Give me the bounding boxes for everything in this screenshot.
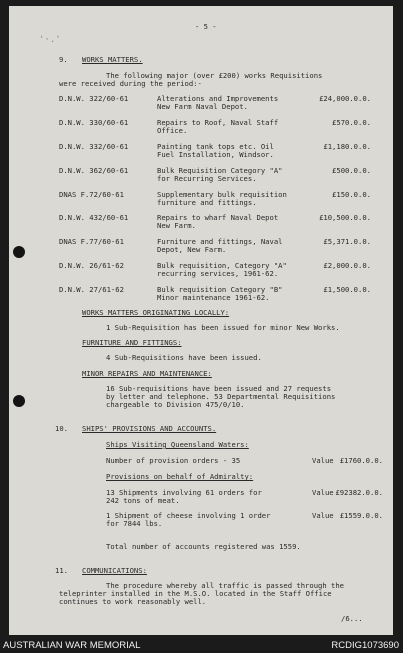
requisition-desc: furniture and fittings. bbox=[157, 198, 257, 207]
shipments-line2: 242 tons of meat. bbox=[106, 496, 180, 505]
requisition-desc: Furniture and fittings, Naval bbox=[157, 237, 283, 246]
handwritten-mark: '·.' bbox=[39, 35, 61, 45]
requisition-amount: £5,371.0.0. bbox=[323, 237, 371, 246]
value-label: Value bbox=[312, 511, 334, 520]
furniture-heading: FURNITURE AND FITTINGS: bbox=[82, 338, 182, 347]
requisition-ref: D.N.W. 27/61-62 bbox=[59, 285, 124, 294]
shipments-line1: 13 Shipments involving 61 orders for bbox=[106, 488, 262, 497]
requisition-desc: Alterations and Improvements bbox=[157, 94, 279, 103]
minor-repairs-line1: 16 Sub-requisitions have been issued and 27 requests bbox=[106, 384, 332, 393]
requisition-amount: £10,500.0.0. bbox=[319, 213, 371, 222]
admiralty-heading: Provisions on behalf of Admiralty: bbox=[106, 472, 254, 481]
archive-id: RCDIG1073690 bbox=[331, 640, 399, 651]
value-label: Value bbox=[312, 488, 334, 497]
cheese-value: £1559.0.0. bbox=[339, 511, 383, 520]
section-10-heading: SHIPS' PROVISIONS AND ACCOUNTS. bbox=[82, 424, 217, 433]
requisition-desc: Painting tank tops etc. Oil bbox=[157, 142, 274, 151]
section-9-intro-line2: were received during the period:- bbox=[59, 79, 202, 88]
requisition-amount: £24,000.0.0. bbox=[319, 94, 371, 103]
requisition-amount: £500.0.0. bbox=[332, 166, 371, 175]
requisition-desc: for Recurring Services. bbox=[157, 174, 257, 183]
requisition-desc: Repairs to Roof, Naval Staff bbox=[157, 118, 279, 127]
requisition-ref: D.N.W. 432/60-61 bbox=[59, 213, 129, 222]
requisition-desc: New Farm. bbox=[157, 221, 196, 230]
communications-line3: continues to work reasonably well. bbox=[59, 597, 207, 606]
minor-repairs-heading: MINOR REPAIRS AND MAINTENANCE: bbox=[82, 369, 212, 378]
furniture-text: 4 Sub-Requisitions have been issued. bbox=[106, 353, 262, 362]
cheese-line1: 1 Shipment of cheese involving 1 order bbox=[106, 511, 271, 520]
communications-line2: teleprinter installed in the M.S.O. located in the Staff Office bbox=[59, 589, 332, 598]
shipments-value: £92382.0.0. bbox=[335, 488, 383, 497]
continuation-marker: /6... bbox=[341, 614, 363, 623]
requisition-desc: Bulk Requisition Category "A" bbox=[157, 166, 283, 175]
ships-visiting-heading: Ships Visiting Queensland Waters: bbox=[106, 440, 249, 449]
archive-name: AUSTRALIAN WAR MEMORIAL bbox=[3, 640, 141, 651]
minor-repairs-line2: by letter and telephone. 53 Departmental Requisitions bbox=[106, 392, 336, 401]
requisition-amount: £1,500.0.0. bbox=[323, 285, 371, 294]
section-11-heading: COMMUNICATIONS: bbox=[82, 566, 147, 575]
communications-line1: The procedure whereby all traffic is passed through the bbox=[106, 581, 344, 590]
section-9-heading: WORKS MATTERS. bbox=[82, 55, 143, 64]
document-page bbox=[9, 6, 393, 635]
requisition-ref: D.N.W. 362/60-61 bbox=[59, 166, 129, 175]
cheese-line2: for 7844 lbs. bbox=[106, 519, 163, 528]
requisition-amount: £1,180.0.0. bbox=[323, 142, 371, 151]
requisition-desc: Repairs to wharf Naval Depot bbox=[157, 213, 279, 222]
requisition-amount: £150.0.0. bbox=[332, 190, 371, 199]
minor-repairs-line3: chargeable to Division 475/0/10. bbox=[106, 400, 245, 409]
requisition-ref: D.N.W. 332/60-61 bbox=[59, 142, 129, 151]
section-9-number: 9. bbox=[59, 55, 68, 64]
binder-hole bbox=[13, 395, 25, 407]
requisition-desc: Fuel Installation, Windsor. bbox=[157, 150, 274, 159]
requisition-desc: Bulk requisition Category "B" bbox=[157, 285, 283, 294]
requisition-ref: D.N.W. 330/60-61 bbox=[59, 118, 129, 127]
requisition-desc: Depot, New Farm. bbox=[157, 245, 227, 254]
requisition-desc: Bulk requisition, Category "A" bbox=[157, 261, 287, 270]
section-11-number: 11. bbox=[55, 566, 68, 575]
binder-hole bbox=[13, 246, 25, 258]
requisition-desc: New Farm Naval Depot. bbox=[157, 102, 248, 111]
requisition-amount: £570.0.0. bbox=[332, 118, 371, 127]
archive-footer bbox=[0, 638, 403, 653]
section-10-number: 10. bbox=[55, 424, 68, 433]
value-label: Value bbox=[312, 456, 334, 465]
provision-orders-value: £1760.0.0. bbox=[339, 456, 383, 465]
requisition-desc: Minor maintenance 1961-62. bbox=[157, 293, 270, 302]
section-9-intro-line1: The following major (over £200) works Requisitions bbox=[106, 71, 323, 80]
requisition-ref: D.N.W. 322/60-61 bbox=[59, 94, 129, 103]
page-number: - 5 - bbox=[195, 22, 217, 31]
requisition-desc: Office. bbox=[157, 126, 188, 135]
requisition-desc: Supplementary bulk requisition bbox=[157, 190, 287, 199]
requisition-ref: D.N.W. 26/61-62 bbox=[59, 261, 124, 270]
works-local-heading: WORKS MATTERS ORIGINATING LOCALLY: bbox=[82, 308, 230, 317]
accounts-total-text: Total number of accounts registered was 1559. bbox=[106, 542, 301, 551]
requisition-amount: £2,000.0.0. bbox=[323, 261, 371, 270]
works-local-text: 1 Sub-Requisition has been issued for minor New Works. bbox=[106, 323, 340, 332]
requisition-ref: DNAS F.77/60-61 bbox=[59, 237, 124, 246]
provision-orders-text: Number of provision orders - 35 bbox=[106, 456, 241, 465]
requisition-ref: DNAS F.72/60-61 bbox=[59, 190, 124, 199]
requisition-desc: recurring services, 1961-62. bbox=[157, 269, 279, 278]
